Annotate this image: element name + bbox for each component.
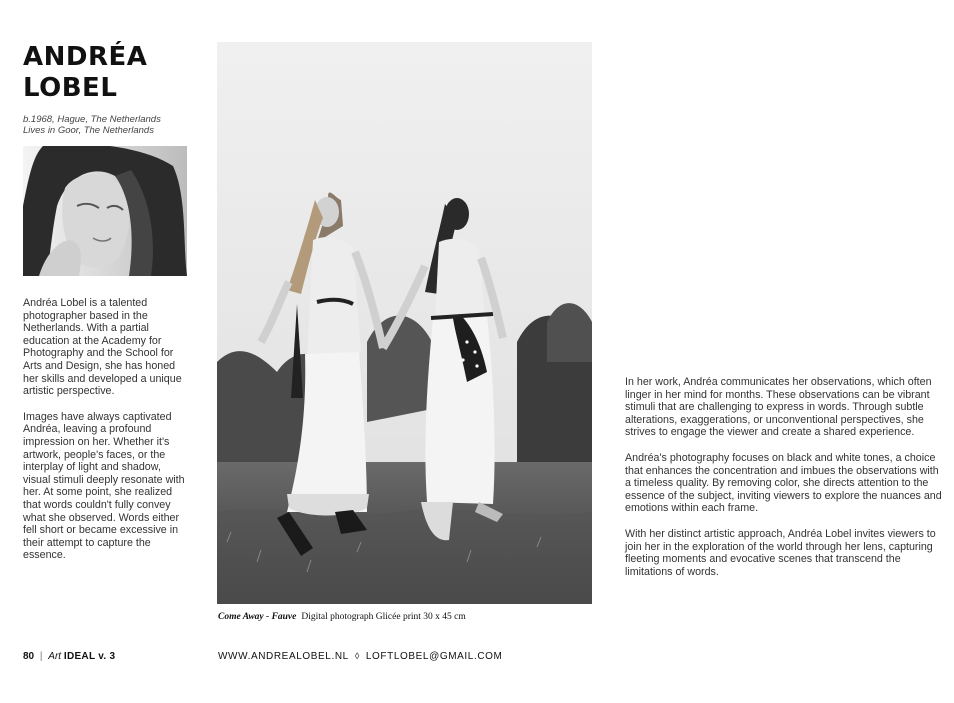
photo-details: Digital photograph Glicée print 30 x 45 cm (301, 612, 466, 622)
artist-name-line2: LOBEL (23, 73, 118, 103)
folio-separator: | (39, 651, 43, 662)
bio-paragraph: Andréa Lobel is a talented photographer based in the Netherlands. With a partial education at the Academy for Photography and the School for Arts and Design, she has honed her skills and developed a unique artistic perspective. (23, 297, 182, 398)
website-link[interactable]: WWW.ANDREALOBEL.NL (218, 651, 349, 662)
bio-paragraph: Images have always captivated Andréa, leaving a profound impression on her. Whether it's artwork, people's faces, or the interplay of light and shadow, visual stimuli deeply resonate with her. At some point, she realized that words couldn't fully convey what she observed. Words either fell short or became excessive in their attempt to capture the essence. (23, 410, 185, 562)
artist-residence-info: Lives in Goor, The Netherlands (23, 125, 154, 136)
left-column-text (23, 297, 185, 575)
email-link[interactable]: LOFTLOBEL@GMAIL.COM (365, 651, 503, 662)
work-paragraph: Andréa's photography focuses on black and white tones, a choice that enhances the concentration and imbues the observations with a timeless quality. By removing color, she directs attention to the essence of the subject, inviting viewers to explore the nuances and emotions within each frame. (625, 451, 942, 515)
work-paragraph: In her work, Andréa communicates her observations, which often linger in her mind for months. These observations can be vibrant stimuli that are challenging to express in words. Through subtle alterations, exaggerations, or unconventional perspectives, she strives to engage the viewer and create a shared experience. (625, 376, 932, 439)
artist-name-line1: ANDRÉA (23, 42, 148, 72)
contact-footer (218, 651, 502, 662)
page-footer-folio (23, 651, 115, 662)
magazine-prefix: Art (48, 651, 62, 662)
diamond-divider-icon: ◊ (354, 651, 360, 661)
page-number: 80 (23, 651, 35, 662)
photo-title: Come Away - Fauve (218, 612, 297, 622)
main-photograph (217, 42, 592, 604)
artist-name (23, 42, 147, 104)
right-column-text (625, 376, 943, 591)
magazine-name: IDEAL v. 3 (63, 651, 116, 662)
photo-caption (218, 612, 466, 622)
artist-birth-info: b.1968, Hague, The Netherlands (23, 114, 161, 125)
work-paragraph: With her distinct artistic approach, Andréa Lobel invites viewers to join her in the exploration of the world through her lens, capturing fleeting moments and evocative scenes that transcend the limitations of words. (625, 527, 936, 578)
artist-portrait (23, 146, 187, 276)
